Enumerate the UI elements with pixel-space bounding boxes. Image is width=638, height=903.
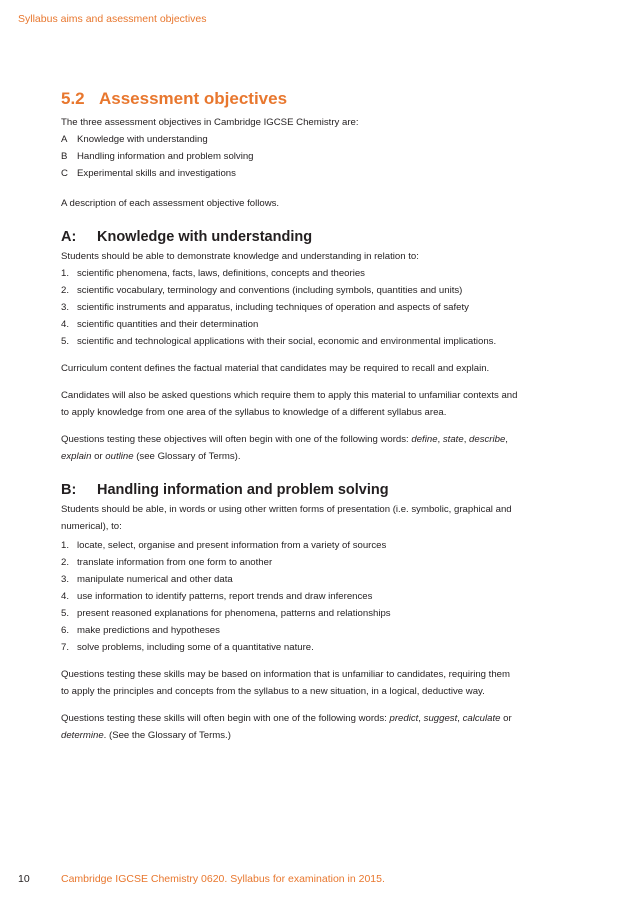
- ao-b-letter: B:: [61, 482, 77, 498]
- list-item: [61, 265, 581, 282]
- list-number: 2.: [61, 285, 70, 296]
- section-intro: The three assessment objectives in Cambridge IGCSE Chemistry are:: [61, 117, 359, 128]
- paragraph-line: Candidates will also be asked questions which require them to apply this material to unfamiliar contexts and: [61, 390, 518, 401]
- text-run: (see Glossary of Terms).: [136, 451, 241, 462]
- list-text: manipulate numerical and other data: [77, 574, 233, 585]
- objectives-follow-text: A description of each assessment objective follows.: [61, 198, 280, 209]
- paragraph-line: Students should be able, in words or using other written forms of presentation (i.e. symbolic, graphical and: [61, 504, 512, 515]
- objective-letter: A: [61, 134, 68, 145]
- list-number: 3.: [61, 302, 70, 313]
- list-number: 5.: [61, 336, 70, 347]
- objective-text: Handling information and problem solving: [77, 151, 254, 162]
- list-number: 3.: [61, 574, 70, 585]
- list-text: translate information from one form to another: [77, 557, 273, 568]
- running-header: Syllabus aims and asessment objectives: [18, 13, 207, 25]
- page-content: [61, 89, 581, 744]
- keyword: predict: [389, 713, 419, 724]
- list-number: 7.: [61, 642, 70, 653]
- keyword: calculate: [462, 713, 501, 724]
- list-number: 4.: [61, 591, 70, 602]
- keyword: suggest: [423, 713, 458, 724]
- list-text: scientific vocabulary, terminology and conventions (including symbols, quantities and units): [77, 285, 463, 296]
- ao-a-list: [61, 265, 581, 350]
- list-number: 6.: [61, 625, 70, 636]
- list-text: scientific phenomena, facts, laws, definitions, concepts and theories: [77, 268, 365, 279]
- list-item: [61, 299, 581, 316]
- list-text: scientific and technological applications with their social, economic and environmental implications.: [77, 336, 497, 347]
- footer-text: Cambridge IGCSE Chemistry 0620. Syllabus for examination in 2015.: [61, 873, 385, 885]
- ao-a-heading: [61, 228, 581, 246]
- paragraph-line: numerical), to:: [61, 521, 122, 532]
- keyword: define: [411, 434, 438, 445]
- page-number: 10: [18, 873, 30, 885]
- paragraph-line: Questions testing these skills will often begin with one of the following words: predict, suggest, calculate or: [61, 713, 512, 724]
- objective-item: [61, 131, 581, 148]
- ao-b-heading: [61, 481, 581, 499]
- ao-a-paragraph: [61, 431, 581, 465]
- text-run: . (See the Glossary of Terms.): [103, 730, 231, 741]
- list-item: [61, 333, 581, 350]
- objective-text: Experimental skills and investigations: [77, 168, 236, 179]
- keyword: determine: [61, 730, 104, 741]
- list-item: [61, 588, 581, 605]
- section-heading: [61, 89, 581, 109]
- keyword: state: [442, 434, 464, 445]
- list-number: 5.: [61, 608, 70, 619]
- list-item: [61, 605, 581, 622]
- paragraph-line: [61, 448, 581, 465]
- list-item: [61, 537, 581, 554]
- list-item: [61, 571, 581, 588]
- list-item: [61, 282, 581, 299]
- list-item: [61, 639, 581, 656]
- objective-item: [61, 165, 581, 182]
- ao-b-intro: [61, 501, 581, 535]
- objective-letter: C: [61, 168, 68, 179]
- list-text: present reasoned explanations for phenomena, patterns and relationships: [77, 608, 391, 619]
- ao-a-letter: A:: [61, 229, 77, 245]
- list-number: 1.: [61, 268, 70, 279]
- list-number: 1.: [61, 540, 70, 551]
- ao-b-list: [61, 537, 581, 656]
- list-text: scientific quantities and their determination: [77, 319, 259, 330]
- list-item: [61, 622, 581, 639]
- objective-text: Knowledge with understanding: [77, 134, 208, 145]
- paragraph-line: to apply knowledge from one area of the syllabus to knowledge of a different syllabus area.: [61, 407, 447, 418]
- ao-a-paragraph: Curriculum content defines the factual material that candidates may be required to recall and explain.: [61, 363, 490, 374]
- list-text: locate, select, organise and present information from a variety of sources: [77, 540, 387, 551]
- objectives-list: [61, 131, 581, 182]
- ao-b-paragraph: [61, 710, 581, 744]
- section-title: Assessment objectives: [99, 89, 288, 108]
- list-text: scientific instruments and apparatus, including techniques of operation and aspects of safety: [77, 302, 469, 313]
- page-footer: [18, 873, 385, 885]
- list-number: 4.: [61, 319, 70, 330]
- ao-a-title: Knowledge with understanding: [97, 229, 313, 245]
- keyword: outline: [105, 451, 134, 462]
- keyword: explain: [61, 451, 92, 462]
- ao-b-title: Handling information and problem solving: [97, 482, 389, 498]
- text-run: Questions testing these skills will often begin with one of the following words:: [61, 713, 387, 724]
- list-text: use information to identify patterns, report trends and draw inferences: [77, 591, 373, 602]
- paragraph-line: to apply the principles and concepts from the syllabus to a new situation, in a logical, deductive way.: [61, 686, 485, 697]
- objective-letter: B: [61, 151, 68, 162]
- list-text: make predictions and hypotheses: [77, 625, 220, 636]
- section-number: 5.2: [61, 89, 85, 108]
- list-item: [61, 316, 581, 333]
- text-run: Questions testing these objectives will often begin with one of the following words:: [61, 434, 409, 445]
- ao-a-intro: Students should be able to demonstrate knowledge and understanding in relation to:: [61, 251, 419, 262]
- keyword: describe: [469, 434, 506, 445]
- paragraph-line: [61, 727, 581, 744]
- ao-a-paragraph: [61, 387, 581, 421]
- paragraph-line: Questions testing these skills may be based on information that is unfamiliar to candidates, requiring them: [61, 669, 511, 680]
- objective-item: [61, 148, 581, 165]
- text-run: or: [503, 713, 512, 724]
- text-run: or: [94, 451, 103, 462]
- list-item: [61, 554, 581, 571]
- list-text: solve problems, including some of a quantitative nature.: [77, 642, 314, 653]
- list-number: 2.: [61, 557, 70, 568]
- ao-b-paragraph: [61, 666, 581, 700]
- paragraph-line: Questions testing these objectives will often begin with one of the following words: define, state, describe,: [61, 434, 508, 445]
